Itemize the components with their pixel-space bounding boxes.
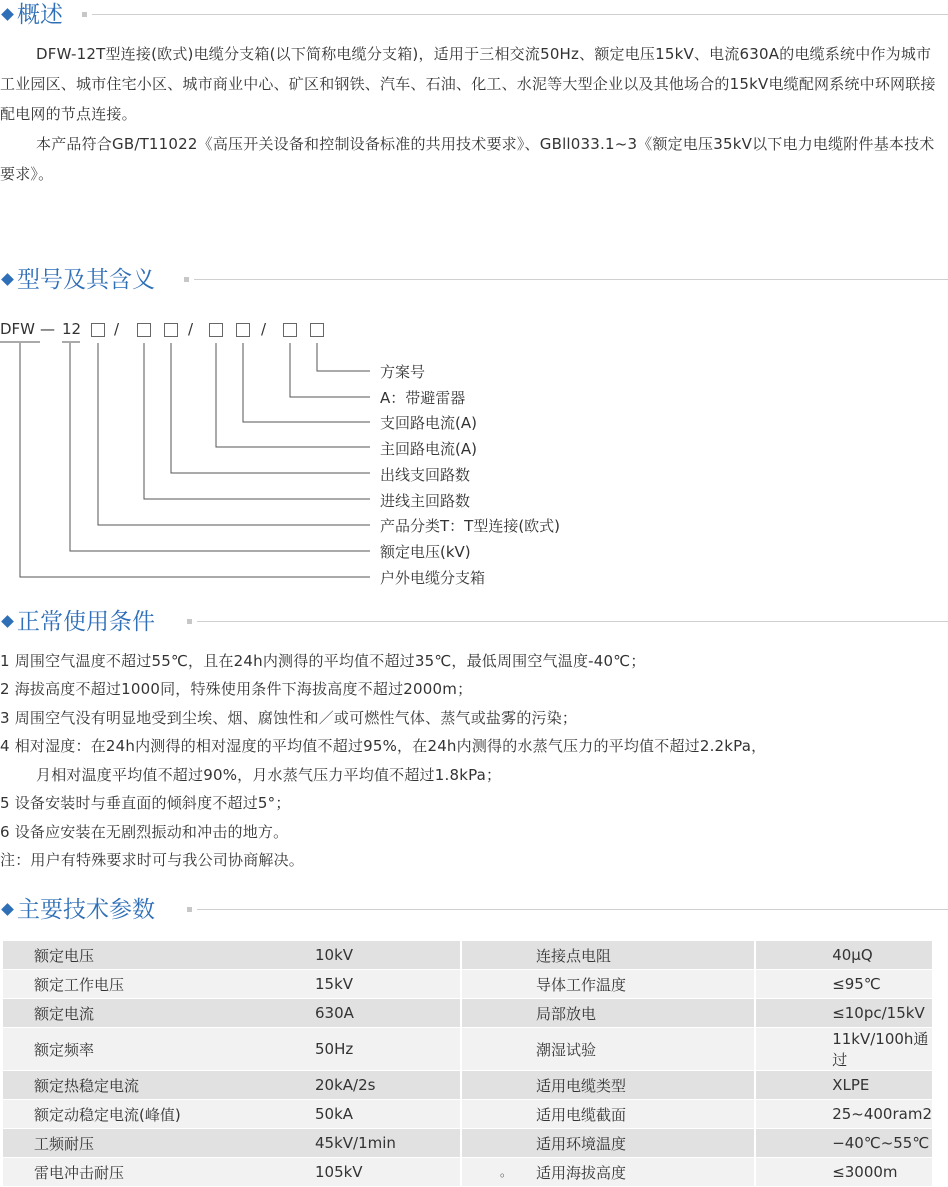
param-value: 11kV/100h通过	[755, 1028, 932, 1071]
condition-item: 5 设备安装时与垂直面的倾斜度不超过5°；	[0, 794, 291, 812]
leader-line-1	[317, 343, 370, 371]
legend-item-8: 额定电压(kV)	[380, 543, 471, 561]
table-row	[3, 1071, 932, 1100]
legend-item-1: 方案号	[380, 363, 426, 381]
param-name: 额定动稳定电流(峰值)	[3, 1100, 312, 1129]
code-slash-2: /	[188, 320, 194, 338]
param-value: 105kV	[312, 1158, 461, 1187]
param-name: 额定频率	[3, 1028, 312, 1071]
header-square-icon	[187, 907, 192, 912]
legend-item-4: 主回路电流(A)	[380, 440, 477, 458]
condition-item: 2 海拔高度不超过1000同，特殊使用条件下海拔高度不超过2000m；	[0, 680, 473, 698]
param-value: ≤3000m	[755, 1158, 932, 1187]
overview-p1-text: DFW-12T型连接(欧式)电缆分支箱(以下简称电缆分支箱)，适用于三相交流50Hz、额定电压15kV、电流630A的电缆系统中作为城市工业园区、城市住宅小区、城市商业中心、矿区和钢铁、汽车、石油、化工、水泥等大型企业以及其他场合的15kV电缆配网系统中环网联接配电网的节点连接。	[0, 45, 936, 123]
param-value: 20kA/2s	[312, 1071, 461, 1100]
header-divider	[197, 621, 948, 622]
code-slash-3: /	[261, 320, 267, 338]
model-dash: —	[40, 320, 55, 338]
legend-item-6: 进线主回路数	[380, 492, 471, 510]
param-name: 额定电压	[3, 941, 312, 970]
leader-line-3	[243, 343, 370, 422]
section-title: 正常使用条件	[17, 609, 155, 635]
param-name: 连接点电阻	[461, 941, 755, 970]
leader-line-4	[216, 343, 370, 447]
table-row	[3, 1158, 932, 1187]
param-value: ≤10pc/15kV	[755, 999, 932, 1028]
trailing-mark: 。	[500, 1165, 513, 1179]
condition-item: 月相对温度平均值不超过90%，月水蒸气压力平均值不超过1.8kPa；	[36, 766, 502, 784]
condition-note: 注：用户有特殊要求时可与我公司协商解决。	[0, 851, 305, 869]
table-row	[3, 999, 932, 1028]
code-slash-1: /	[114, 320, 120, 338]
diamond-bullet-icon	[1, 903, 14, 916]
leader-line-7	[98, 343, 370, 525]
param-name: 额定电流	[3, 999, 312, 1028]
param-value: 25~400ram2	[755, 1100, 932, 1129]
param-name: 额定热稳定电流	[3, 1071, 312, 1100]
param-name: 雷电冲击耐压	[3, 1158, 312, 1187]
table-row	[3, 970, 932, 999]
condition-item: 1 周围空气温度不超过55℃，且在24h内测得的平均值不超过35℃，最低周围空气温度-40℃；	[0, 652, 646, 670]
param-name: 工频耐压	[3, 1129, 312, 1158]
param-value: 50Hz	[312, 1028, 461, 1071]
params-table	[3, 941, 932, 1187]
header-divider	[197, 909, 948, 910]
param-name: 适用海拔高度	[461, 1158, 755, 1187]
param-name: 适用电缆截面	[461, 1100, 755, 1129]
leader-line-6	[144, 343, 370, 499]
diamond-bullet-icon	[1, 615, 14, 628]
overview-p2-text: 本产品符合GB/T11022《高压开关设备和控制设备标准的共用技术要求》、GBll033.1~3《额定电压35kV以下电力电缆附件基本技术要求》。	[0, 135, 935, 183]
table-row	[3, 1129, 932, 1158]
param-value: 50kA	[312, 1100, 461, 1129]
param-value: ≤95℃	[755, 970, 932, 999]
section-title: 型号及其含义	[17, 267, 155, 293]
param-value: 15kV	[312, 970, 461, 999]
legend-item-7: 产品分类T：T型连接(欧式)	[380, 517, 561, 535]
legend-item-5: 出线支回路数	[380, 466, 471, 484]
condition-item: 4 相对湿度：在24h内测得的相对湿度的平均值不超过95%，在24h内测得的水蒸气压力的平均值不超过2.2kPa，	[0, 737, 767, 755]
section-header-params	[0, 895, 948, 925]
param-name: 导体工作温度	[461, 970, 755, 999]
param-value: 40μQ	[755, 941, 932, 970]
param-name: 适用电缆类型	[461, 1071, 755, 1100]
section-title: 主要技术参数	[17, 897, 155, 923]
section-header-conditions	[0, 607, 948, 637]
table-row	[3, 1028, 932, 1071]
param-name: 适用环境温度	[461, 1129, 755, 1158]
param-name: 额定工作电压	[3, 970, 312, 999]
legend-item-3: 支回路电流(A)	[380, 414, 477, 432]
param-value: −40℃~55℃	[755, 1129, 932, 1158]
legend-item-9: 户外电缆分支箱	[380, 569, 486, 587]
header-square-icon	[187, 619, 192, 624]
condition-item: 3 周围空气没有明显地受到尘埃、烟、腐蚀性和／或可燃性气体、蒸气或盐雾的污染；	[0, 709, 578, 727]
param-value: 10kV	[312, 941, 461, 970]
param-name: 潮湿试验	[461, 1028, 755, 1071]
leader-line-2	[290, 343, 370, 397]
param-value: 630A	[312, 999, 461, 1028]
param-value: 45kV/1min	[312, 1129, 461, 1158]
model-voltage: 12	[62, 320, 82, 338]
section-title: 概述	[17, 2, 63, 28]
condition-item: 6 设备应安装在无剧烈振动和冲击的地方。	[0, 823, 289, 841]
leader-line-5	[171, 343, 370, 473]
legend-item-2: A：带避雷器	[380, 389, 466, 407]
param-value: XLPE	[755, 1071, 932, 1100]
model-prefix: DFW	[0, 320, 36, 338]
param-name: 局部放电	[461, 999, 755, 1028]
table-row	[3, 1100, 932, 1129]
leader-line-9	[20, 343, 370, 577]
table-row	[3, 941, 932, 970]
